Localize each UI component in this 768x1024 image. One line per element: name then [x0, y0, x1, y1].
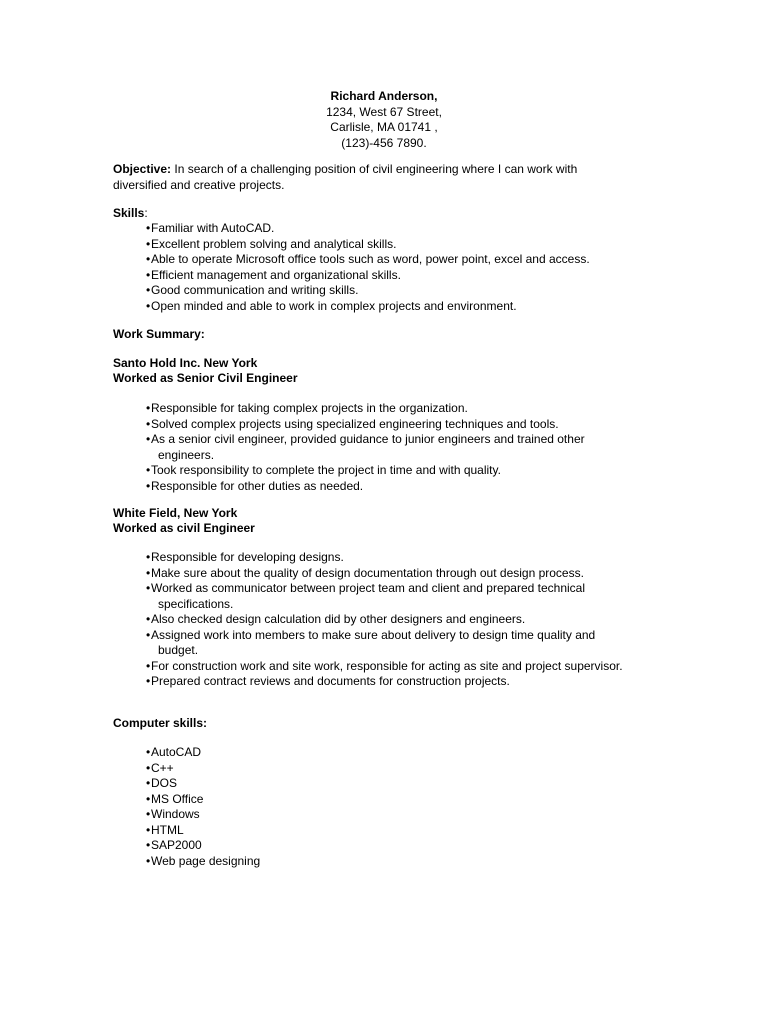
phone-number: (123)-456 7890. — [341, 135, 427, 150]
job-1-company: Santo Hold Inc. New York — [113, 356, 258, 370]
skills-label: Skills — [113, 206, 145, 220]
list-item-text: Familiar with AutoCAD. — [151, 221, 275, 235]
list-item-text: Assigned work into members to make sure about delivery to design time quality and budget. — [151, 627, 596, 657]
list-item: •DOS — [146, 776, 178, 790]
list-item: •SAP2000 — [146, 838, 202, 852]
list-item: •Able to operate Microsoft office tools such as word, power point, excel and access. — [146, 252, 590, 266]
list-item: •Prepared contract reviews and documents for construction projects. — [146, 674, 510, 688]
address-line-1: 1234, West 67 Street, — [326, 104, 442, 119]
list-item: •Responsible for other duties as needed. — [146, 478, 364, 493]
list-item: •Took responsibility to complete the project in time and with quality. — [146, 463, 501, 477]
list-item: •For construction work and site work, responsible for acting as site and project supervisor. — [146, 658, 623, 673]
list-item-text: C++ — [151, 760, 174, 775]
list-item: •HTML — [146, 822, 184, 837]
list-item: •Worked as communicator between project team and client and prepared technical specifications. — [146, 581, 586, 611]
list-item: •Excellent problem solving and analytical skills. — [146, 236, 397, 251]
job-2-role: Worked as civil Engineer — [113, 521, 255, 535]
list-item: •Also checked design calculation did by other designers and engineers. — [146, 612, 526, 626]
job-1-duties — [146, 401, 636, 494]
list-item: •Open minded and able to work in complex projects and environment. — [146, 298, 517, 313]
computer-skills-list — [146, 745, 636, 869]
objective-label: Objective: — [113, 162, 172, 176]
list-item-text: Responsible for taking complex projects in the organization. — [151, 401, 468, 415]
list-item-text: Took responsibility to complete the project in time and with quality. — [151, 463, 501, 477]
skills-heading — [113, 206, 633, 222]
work-summary-heading: Work Summary: — [113, 327, 205, 341]
list-item-text: Make sure about the quality of design documentation through out design process. — [151, 565, 584, 580]
job-1-role: Worked as Senior Civil Engineer — [113, 371, 298, 385]
list-item-text: MS Office — [151, 791, 204, 806]
list-item-text: Responsible for developing designs. — [151, 550, 344, 564]
candidate-name: Richard Anderson, — [330, 89, 438, 103]
list-item: •Make sure about the quality of design documentation through out design process. — [146, 565, 584, 580]
list-item-text: For construction work and site work, responsible for acting as site and project supervisor. — [151, 658, 623, 673]
list-item: •Windows — [146, 807, 200, 821]
list-item: •Efficient management and organizational skills. — [146, 267, 401, 282]
list-item-text: Efficient management and organizational skills. — [151, 267, 401, 282]
list-item-text: Solved complex projects using specialized engineering techniques and tools. — [151, 416, 559, 431]
computer-skills-heading: Computer skills: — [113, 716, 208, 730]
job-2-duties — [146, 550, 636, 690]
list-item-text: HTML — [151, 822, 184, 837]
list-item: •AutoCAD — [146, 745, 202, 759]
objective-section — [113, 162, 633, 193]
list-item: •MS Office — [146, 791, 204, 806]
job-2-company: White Field, New York — [113, 506, 238, 520]
list-item-text: DOS — [151, 776, 178, 790]
list-item-text: Open minded and able to work in complex projects and environment. — [151, 298, 517, 313]
address-line-2: Carlisle, MA 01741 , — [330, 120, 438, 134]
list-item-text: Windows — [151, 807, 200, 821]
list-item-text: Excellent problem solving and analytical skills. — [151, 236, 397, 251]
list-item-text: Worked as communicator between project team and client and prepared technical specifications. — [151, 581, 586, 611]
list-item: •Solved complex projects using specialized engineering techniques and tools. — [146, 416, 559, 431]
list-item-text: Able to operate Microsoft office tools such as word, power point, excel and access. — [151, 252, 590, 266]
list-item: •As a senior civil engineer, provided guidance to junior engineers and trained other engineers. — [146, 432, 585, 462]
contact-header — [0, 89, 768, 151]
list-item: •Assigned work into members to make sure about delivery to design time quality and budget. — [146, 627, 596, 657]
list-item-text: Prepared contract reviews and documents for construction projects. — [151, 674, 510, 688]
objective-text: In search of a challenging position of civil engineering where I can work with diversified and creative projects. — [113, 162, 578, 192]
list-item: •C++ — [146, 760, 174, 775]
skills-list — [146, 221, 636, 314]
list-item: •Responsible for taking complex projects in the organization. — [146, 401, 468, 415]
list-item-text: Web page designing — [151, 853, 261, 868]
list-item-text: Also checked design calculation did by other designers and engineers. — [151, 612, 526, 626]
skills-label-suffix: : — [144, 206, 148, 220]
list-item-text: AutoCAD — [151, 745, 202, 759]
list-item: •Good communication and writing skills. — [146, 283, 359, 297]
list-item: •Familiar with AutoCAD. — [146, 221, 275, 235]
list-item-text: Good communication and writing skills. — [151, 283, 359, 297]
list-item-text: As a senior civil engineer, provided guidance to junior engineers and trained other engineers. — [151, 432, 585, 462]
list-item: •Responsible for developing designs. — [146, 550, 344, 564]
list-item: •Web page designing — [146, 853, 261, 868]
list-item-text: Responsible for other duties as needed. — [151, 478, 364, 493]
list-item-text: SAP2000 — [151, 838, 202, 852]
